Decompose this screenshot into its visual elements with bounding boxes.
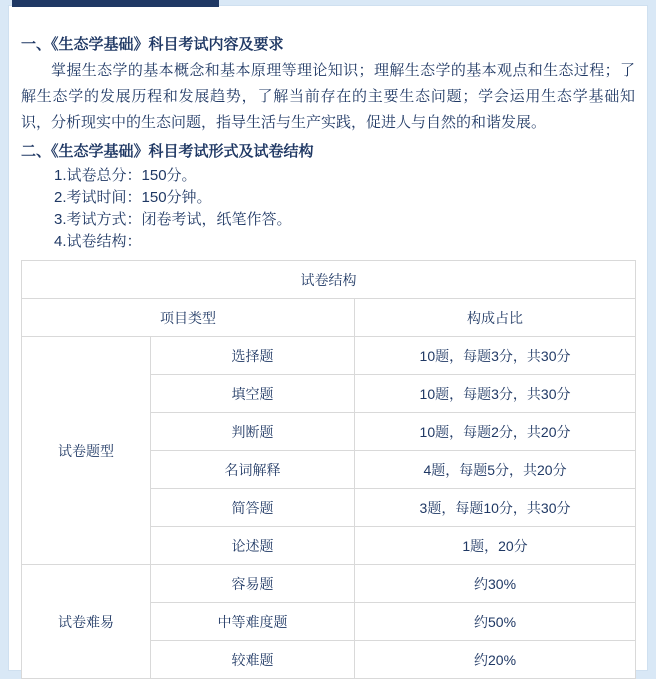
question-type-cell: 简答题: [151, 489, 355, 527]
ratio-detail-cell: 约30%: [355, 565, 636, 603]
list-item-paper-structure: 4.试卷结构：: [54, 233, 142, 250]
list-item-exam-method: 3.考试方式：闭卷考试，纸笔作答。: [54, 211, 292, 228]
list-item-total-score: 1.试卷总分：150分。: [54, 167, 197, 184]
section1-heading: 一、《生态学基础》科目考试内容及要求: [21, 36, 284, 53]
col-header-ratio: 构成占比: [355, 299, 636, 337]
question-type-cell: 名词解释: [151, 451, 355, 489]
group-label: 试卷难易: [22, 565, 151, 679]
ratio-detail-cell: 约20%: [355, 641, 636, 679]
ratio-detail-cell: 10题，每题2分，共20分: [355, 413, 636, 451]
group-label: 试卷题型: [22, 337, 151, 565]
list-item-duration: 2.考试时间：150分钟。: [54, 189, 212, 206]
section1-paragraph: 掌握生态学的基本概念和基本原理等理论知识；理解生态学的基本观点和生态过程；了解生态学的发展历程和发展趋势，了解当前存在的主要生态问题；学会运用生态学基础知识，分析现实中的生态问题，指导生活与生产实践，促进人与自然的和谐发展。: [21, 62, 635, 131]
table-header-row: [22, 299, 636, 337]
exam-outline-banner: [12, 0, 219, 7]
exam-rules-list: [21, 165, 635, 253]
ratio-detail-cell: 4题，每题5分，共20分: [355, 451, 636, 489]
question-type-cell: 容易题: [151, 565, 355, 603]
table-title: 试卷结构: [22, 261, 636, 299]
question-type-cell: 判断题: [151, 413, 355, 451]
ratio-detail-cell: 1题，20分: [355, 527, 636, 565]
question-type-cell: 较难题: [151, 641, 355, 679]
banner-clip: [12, 0, 219, 7]
ratio-detail-cell: 约50%: [355, 603, 636, 641]
question-type-cell: 论述题: [151, 527, 355, 565]
question-type-cell: 填空题: [151, 375, 355, 413]
document-content: [9, 6, 647, 679]
section2-heading: 二、《生态学基础》科目考试形式及试卷结构: [21, 143, 314, 160]
content-card: [9, 6, 647, 670]
question-type-cell: 中等难度题: [151, 603, 355, 641]
exam-structure-table: [21, 260, 636, 679]
table-row: [22, 565, 636, 603]
col-header-item-type: 项目类型: [22, 299, 355, 337]
ratio-detail-cell: 10题，每题3分，共30分: [355, 375, 636, 413]
table-title-row: [22, 261, 636, 299]
question-type-cell: 选择题: [151, 337, 355, 375]
table-row: [22, 337, 636, 375]
ratio-detail-cell: 3题，每题10分，共30分: [355, 489, 636, 527]
ratio-detail-cell: 10题，每题3分，共30分: [355, 337, 636, 375]
